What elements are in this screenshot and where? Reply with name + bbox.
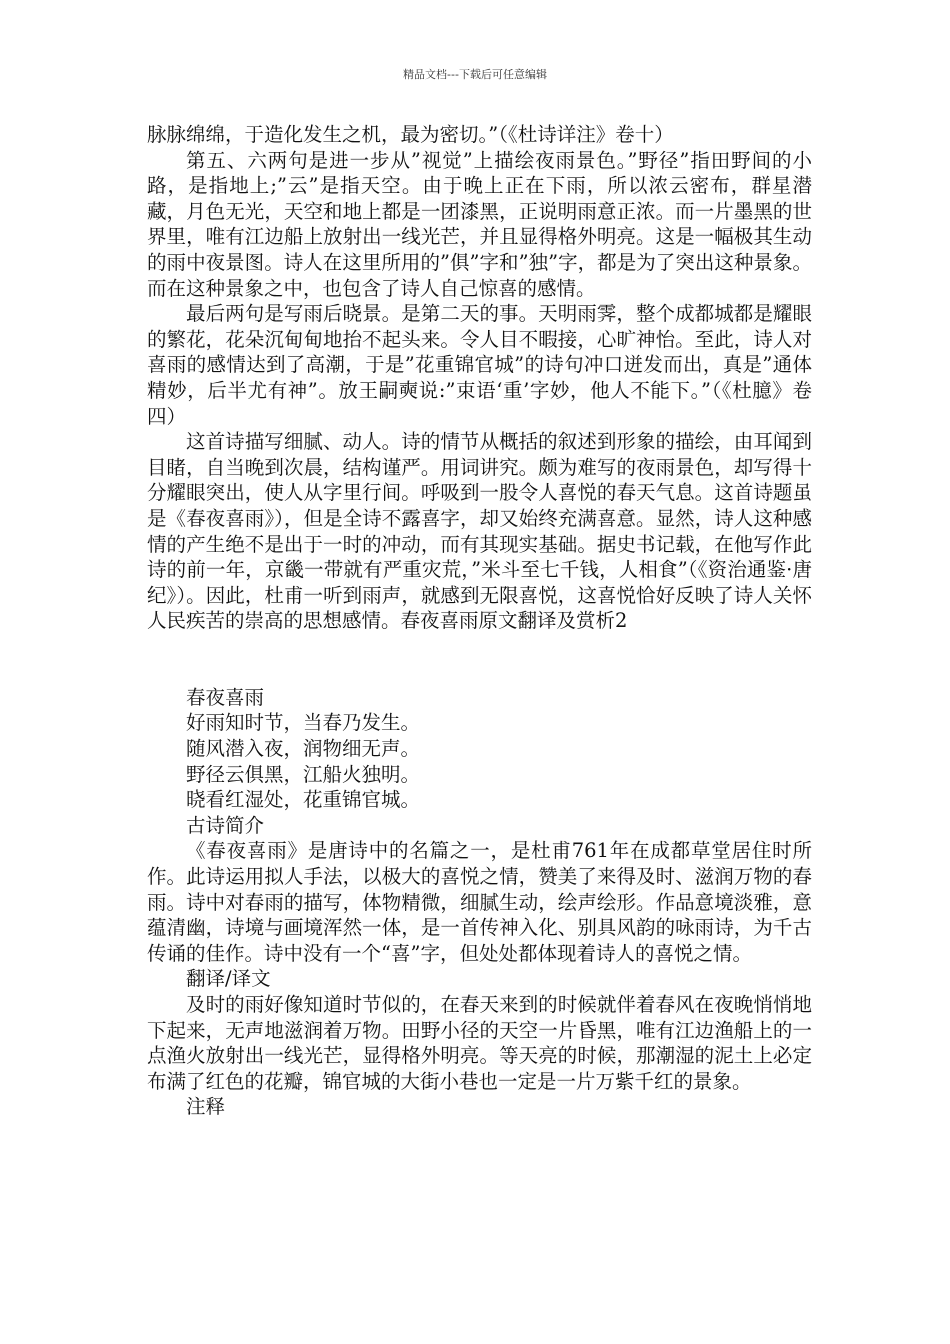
poem-line: 好雨知时节，当春乃发生。	[186, 711, 421, 735]
poem-line: 野径云俱黑，江船火独明。	[186, 762, 421, 786]
paragraph: 这首诗描写细腻、动人。诗的情节从概括的叙述到形象的描绘，由耳闻到目睹，自当晚到次晨，结构谨严。用词讲究。颇为难写的夜雨景色，却写得十分耀眼突出，使人从字里行间。呼吸到一股令人喜悦的春天气息。这首诗题虽是《春夜喜雨》），但是全诗不露喜字，却又始终充满喜意。显然，诗人这种感情的产生绝不是出于一时的冲动，而有其现实基础。据史书记载，在他写作此诗的前一年，京畿一带就有严重灾荒，”米斗至七千钱，人相食”（《资治通鉴·唐纪》）。因此，杜甫一听到雨声，就感到无限喜悦，这喜悦恰好反映了诗人关怀人民疾苦的崇高的思想感情。春夜喜雨原文翻译及赏析2	[147, 430, 812, 633]
poem-title: 春夜喜雨	[186, 685, 265, 709]
poem-line: 晓看红湿处，花重锦官城。	[186, 788, 421, 812]
paragraph: 最后两句是写雨后晓景。是第二天的事。天明雨霁，整个成都城都是耀眼的繁花，花朵沉甸甸地抬不起头来。令人目不暇接，心旷神怡。至此，诗人对喜雨的感情达到了高潮，于是”花重锦官城”的诗句冲口迸发而出，真是”通体精妙，后半尤有神”。放王嗣奭说:”束语‘重’字妙，他人不能下。”（《杜臆》卷四）	[147, 302, 812, 428]
page-header: 精品文档---下载后可任意编辑	[403, 68, 547, 81]
document-body	[147, 122, 812, 1120]
poem-line: 随风潜入夜，润物细无声。	[186, 737, 421, 761]
spacer	[147, 634, 812, 685]
intro-paragraph: 《春夜喜雨》是唐诗中的名篇之一，是杜甫761年在成都草堂居住时所作。此诗运用拟人手法，以极大的喜悦之情，赞美了来得及时、滋润万物的春雨。诗中对春雨的描写，体物精微，细腻生动，绘声绘形。作品意境淡雅，意蕴清幽，诗境与画境浑然一体，是一首传神入化、别具风韵的咏雨诗，为千古传诵的佳作。诗中没有一个“喜”字，但处处都体现着诗人的喜悦之情。	[147, 839, 812, 965]
section-heading-notes: 注释	[186, 1095, 226, 1119]
paragraph: 脉脉绵绵，于造化发生之机，最为密切。”（《杜诗详注》卷十）	[147, 123, 674, 146]
paragraph: 第五、六两句是进一步从”视觉”上描绘夜雨景色。”野径”指田野间的小路，是指地上;”云”是指天空。由于晚上正在下雨，所以浓云密布，群星潜藏，月色无光，天空和地上都是一团漆黑，正说明雨意正浓。而一片墨黑的世界里，唯有江边船上放射出一线光芒，并且显得格外明亮。这是一幅极其生动的雨中夜景图。诗人在这里所用的”俱”字和”独”字，都是为了突出这种景象。而在这种景象之中，也包含了诗人自己惊喜的感情。	[147, 148, 812, 300]
section-heading-intro: 古诗简介	[186, 813, 265, 837]
section-heading-translation: 翻译/译文	[186, 967, 271, 991]
translation-paragraph: 及时的雨好像知道时节似的，在春天来到的时候就伴着春风在夜晚悄悄地下起来，无声地滋润着万物。田野小径的天空一片昏黑，唯有江边渔船上的一点渔火放射出一线光芒，显得格外明亮。等天亮的时候，那潮湿的泥土上必定布满了红色的花瓣，锦官城的大街小巷也一定是一片万紫千红的景象。	[147, 993, 812, 1093]
